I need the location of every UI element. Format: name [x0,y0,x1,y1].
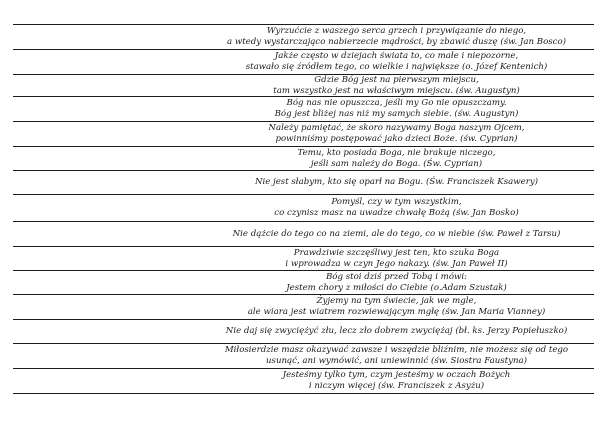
quote-row [13,320,594,344]
quote-row [13,247,594,271]
quote-text [13,177,594,188]
quote-text [13,123,594,145]
quote-line: Nie jest słabym, kto się oparł na Bogu. (Św. Franciszek Ksawery) [254,177,539,188]
quote-text [13,272,594,294]
quote-line: jeśli sam należy do Boga. (Św. Cyprian) [310,158,483,169]
quote-text [13,51,594,73]
quote-row [13,25,594,50]
quote-text [13,148,594,170]
quote-text [13,26,594,48]
quote-line: a wtedy wystarczająco nabierzecie mądrości, by zbawić duszę (św. Jan Bosco) [226,37,567,47]
quote-line: tam wszystko jest na właściwym miejscu. (św. Augustyn) [273,85,520,96]
quote-row [13,97,594,122]
quote-line: Miłosierdzie masz okazywać zawsze i wszędzie bliźnim, nie możesz się od tego [224,345,569,356]
quote-line: i niczym więcej (św. Franciszek z Asyżu) [308,381,485,391]
quote-row [13,147,594,171]
quote-row [13,195,594,222]
quote-text [13,197,594,219]
quote-line: Prawdziwie szczęśliwy jest ten, kto szuka Boga [293,247,500,258]
quote-line: usunąć, ani wymówić, ani uniewinnić (św. Siostra Faustyna) [266,356,527,366]
quote-text [13,248,594,270]
quote-row [13,171,594,195]
quote-row [13,122,594,147]
quote-line: powinniśmy postępować jako dzieci Boże. (św. Cyprian) [275,134,518,144]
quote-row [13,369,594,394]
quote-line: i wprowadza w czyn Jego nakazy. (św. Jan Paweł II) [285,258,508,269]
quote-line: Bóg stoi dziś przed Tobą i mówi: [325,271,467,282]
quote-text [13,98,594,120]
quote-line: Nie daj się zwyciężyć złu, lecz zło dobrem zwyciężaj (bł. ks. Jerzy Popiełuszko) [225,326,568,337]
quote-line: Wyrzućcie z waszego serca grzech i przywiązanie do niego, [266,26,527,37]
quote-text [13,345,594,367]
quote-row [13,271,594,295]
quote-line: Pomyśl, czy w tym wszystkim, [331,197,462,208]
quote-text [13,296,594,318]
quote-table [13,24,594,394]
quote-line: Jesteśmy tylko tym, czym jesteśmy w oczach Bożych [282,370,511,381]
quote-line: Jestem chory z miłości do Ciebie (o.Adam Szustak) [286,282,507,293]
quote-row [13,50,594,75]
quote-row [13,222,594,247]
quote-line: ale wiara jest wiatrem rozwiewającym mgłę (św. Jan Maria Vianney) [247,307,546,317]
quote-line: co czynisz masz na uwadze chwałę Bożą (św. Jan Bosko) [274,208,519,218]
quote-row [13,75,594,97]
quote-line: Gdzie Bóg jest na pierwszym miejscu, [314,74,479,85]
quote-line: Żyjemy na tym świecie, jak we mgle, [316,296,477,307]
quote-row [13,344,594,369]
quote-line: stawało się źródłem tego, co wielkie i największe (o. Józef Kentenich) [245,62,548,72]
quote-line: Bóg jest bliżej nas niż my samych siebie. (św. Augustyn) [274,109,519,119]
quote-row [13,295,594,320]
quote-text [13,370,594,392]
quote-text [13,229,594,240]
quote-text [13,75,594,97]
quote-line: Nie dążcie do tego co na ziemi, ale do tego, co w niebie (św. Paweł z Tarsu) [232,228,561,239]
quote-line: Temu, kto posiada Boga, nie brakuje niczego, [297,147,496,158]
quote-line: Należy pamiętać, że skoro nazywamy Boga naszym Ojcem, [268,123,525,134]
quote-text [13,326,594,337]
quote-line: Jakże często w dziejach świata to, co małe i niepozorne, [274,51,519,62]
quote-line: Bóg nas nie opuszcza, jeśli my Go nie opuszczamy. [286,98,507,109]
